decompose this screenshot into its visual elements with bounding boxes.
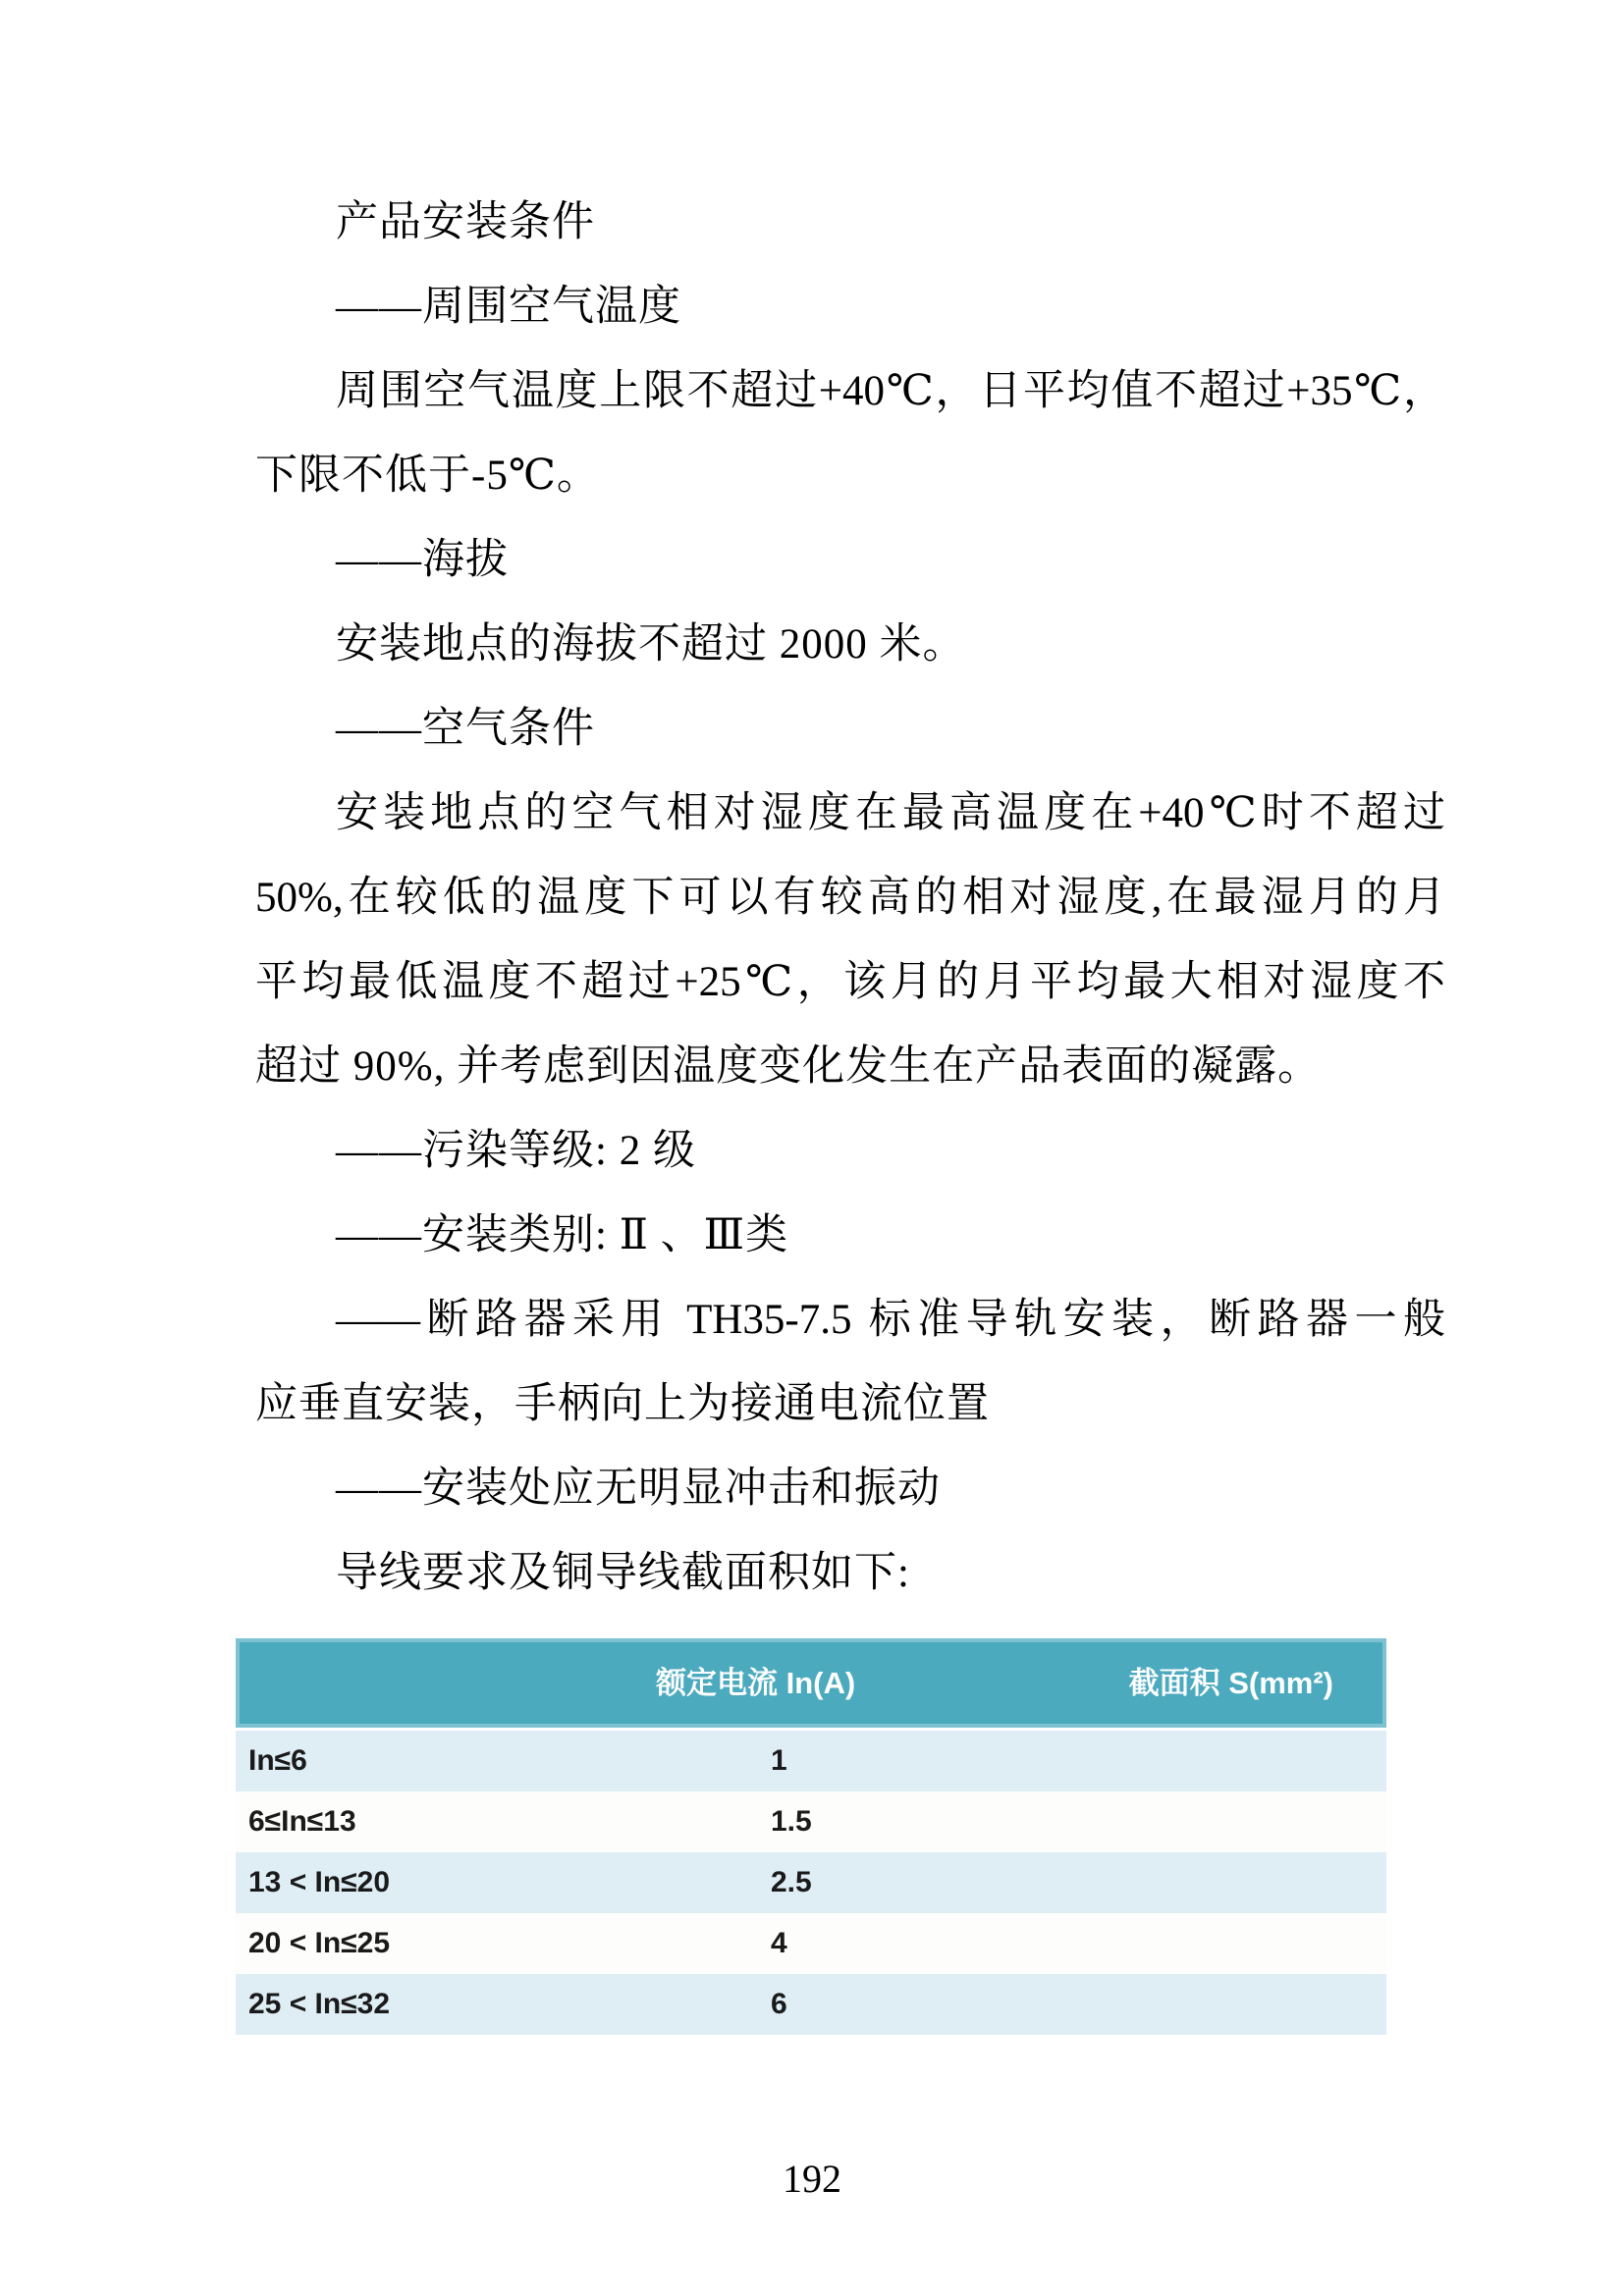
cell-section-value: 4	[771, 1927, 787, 1959]
page-number: 192	[783, 2157, 841, 2201]
text-line: 应垂直安装，手柄向上为接通电流位置	[255, 1381, 990, 1427]
text-line: 安装地点的空气相对湿度在最高温度在+40℃时不超过	[336, 790, 1445, 836]
table-row	[236, 1791, 1386, 1852]
cell-section-value: 1.5	[771, 1805, 812, 1838]
text-line: 超过 90%, 并考虑到因温度变化发生在产品表面的凝露。	[255, 1043, 1322, 1090]
text-line: 安装地点的海拔不超过 2000 米。	[336, 621, 966, 667]
header-cross-section: 截面积 S(mm²)	[1128, 1666, 1333, 1700]
text-line: 50%,在较低的温度下可以有较高的相对湿度,在最湿月的月	[255, 875, 1445, 921]
cell-section-value: 1	[771, 1744, 787, 1777]
text-line: 周围空气温度上限不超过+40℃，日平均值不超过+35℃，	[336, 368, 1445, 414]
cell-current-range: 6≤In≤13	[248, 1805, 356, 1838]
table-row	[236, 1731, 1386, 1791]
cell-section-value: 2.5	[771, 1866, 812, 1898]
text-line: ——污染等级: 2 级	[336, 1128, 696, 1174]
table-row	[236, 1913, 1386, 1974]
text-line: 产品安装条件	[336, 199, 595, 245]
text-line: ——断路器采用 TH35-7.5 标准导轨安装，断路器一般	[336, 1297, 1445, 1343]
text-line: 下限不低于-5℃。	[255, 453, 600, 499]
cell-current-range: In≤6	[248, 1744, 307, 1777]
text-line: ——空气条件	[336, 706, 595, 752]
cell-current-range: 25 < In≤32	[248, 1988, 391, 2020]
table-header-row	[236, 1638, 1386, 1728]
text-line: ——安装类别: Ⅱ 、Ⅲ类	[336, 1212, 789, 1258]
text-line: ——安装处应无明显冲击和振动	[336, 1466, 941, 1512]
body-text	[255, 181, 1445, 1616]
cell-current-range: 20 < In≤25	[248, 1927, 391, 1959]
cell-current-range: 13 < In≤20	[248, 1866, 391, 1898]
table-row	[236, 1852, 1386, 1913]
text-line: 导线要求及铜导线截面积如下:	[336, 1550, 910, 1596]
wire-size-table	[236, 1638, 1386, 2035]
table-row	[236, 1974, 1386, 2035]
text-line: ——海拔	[336, 537, 509, 583]
text-line: ——周围空气温度	[336, 284, 681, 330]
cell-section-value: 6	[771, 1988, 787, 2020]
text-line: 平均最低温度不超过+25℃，该月的月平均最大相对湿度不	[255, 959, 1445, 1005]
header-rated-current: 额定电流 In(A)	[656, 1666, 856, 1700]
